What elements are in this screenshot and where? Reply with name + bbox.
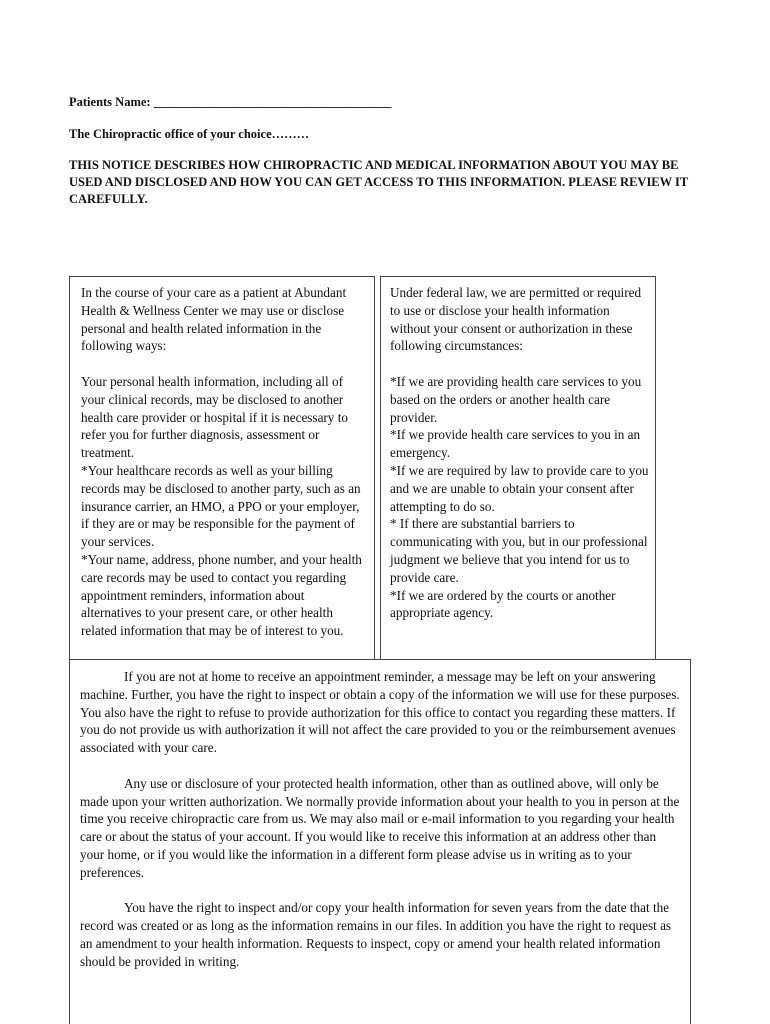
paragraph-inspect-text: You have the right to inspect and/or copy your health information for seven years from the date that the record was created or as long as the information remains in our files. In addition you have the right to request as an amendment to your health information. Requests to inspect, copy or amend your health related information should be provided in writing. [80,900,672,969]
paragraph-reminders-text: If you are not at home to receive an appointment reminder, a message may be left on your answering machine. Further, you have the right to inspect or obtain a copy of the information we will use for these purposes. You also have the right to refuse to provide authorization for this office to contact you regarding these matters. If you do not provide us with authorization it will not affect the care provided to you or the reimbursement avenues associated with your care. [80,669,680,756]
bottom-info-box [69,659,691,1024]
left-info-box [69,276,375,662]
office-line: The Chiropractic office of your choice……… [69,127,310,141]
paragraph-inspect [80,899,682,970]
left-box-body: Your personal health information, including all of your clinical records, may be disclosed to another health care provider or hospital if it is necessary to refer you for further diagnosis, assessment or treatment. *Your healthcare records as well as your billing records may be disclosed to another party, such as an insurance carrier, an HMO, a PPO or your employer, if they are or may be responsible for the payment of your services. *Your name, address, phone number, and your health care records may be used to contact you regarding appointment reminders, information about alternatives to your present care, or other health related information that may be of interest to you. [81,373,362,639]
paragraph-disclosure-text: Any use or disclosure of your protected health information, other than as outlined above, will only be made upon your written authorization. We normally provide information about your health to you in person at the time you receive chiropractic care from us. We may also mail or e-mail information to you regarding your health care or about the status of your account. If you would like to receive this information at an address other than your home, or if you would like the information in a different form please advise us in writing as to your preferences. [80,775,680,880]
paragraph-reminders [80,668,682,757]
right-info-box [380,276,656,662]
right-box-body: *If we are providing health care services to you based on the orders or another health care provider. *If we provide health care services to you in an emergency. *If we are required by law to provide care to you and we are unable to obtain your consent after attempting to do so. * If there are substantial barriers to communicating with you, but in our professional judgment we believe that you intend for us to provide care. *If we are ordered by the courts or another appropriate agency. [390,373,649,621]
right-box-intro: Under federal law, we are permitted or required to use or disclose your health information without your consent or authorization in these following circumstances: [390,285,642,354]
paragraph-disclosure [80,775,682,882]
patients-name-field: Patients Name: ______________________________________ [69,95,392,109]
left-box-intro: In the course of your care as a patient at Abundant Health & Wellness Center we may use or disclose personal and health related information in the following ways: [81,285,347,354]
notice-heading: THIS NOTICE DESCRIBES HOW CHIROPRACTIC AND MEDICAL INFORMATION ABOUT YOU MAY BE USED AND DISCLOSED AND HOW YOU CAN GET ACCESS TO THIS INFORMATION. PLEASE REVIEW IT CAREFULLY. [69,158,689,206]
